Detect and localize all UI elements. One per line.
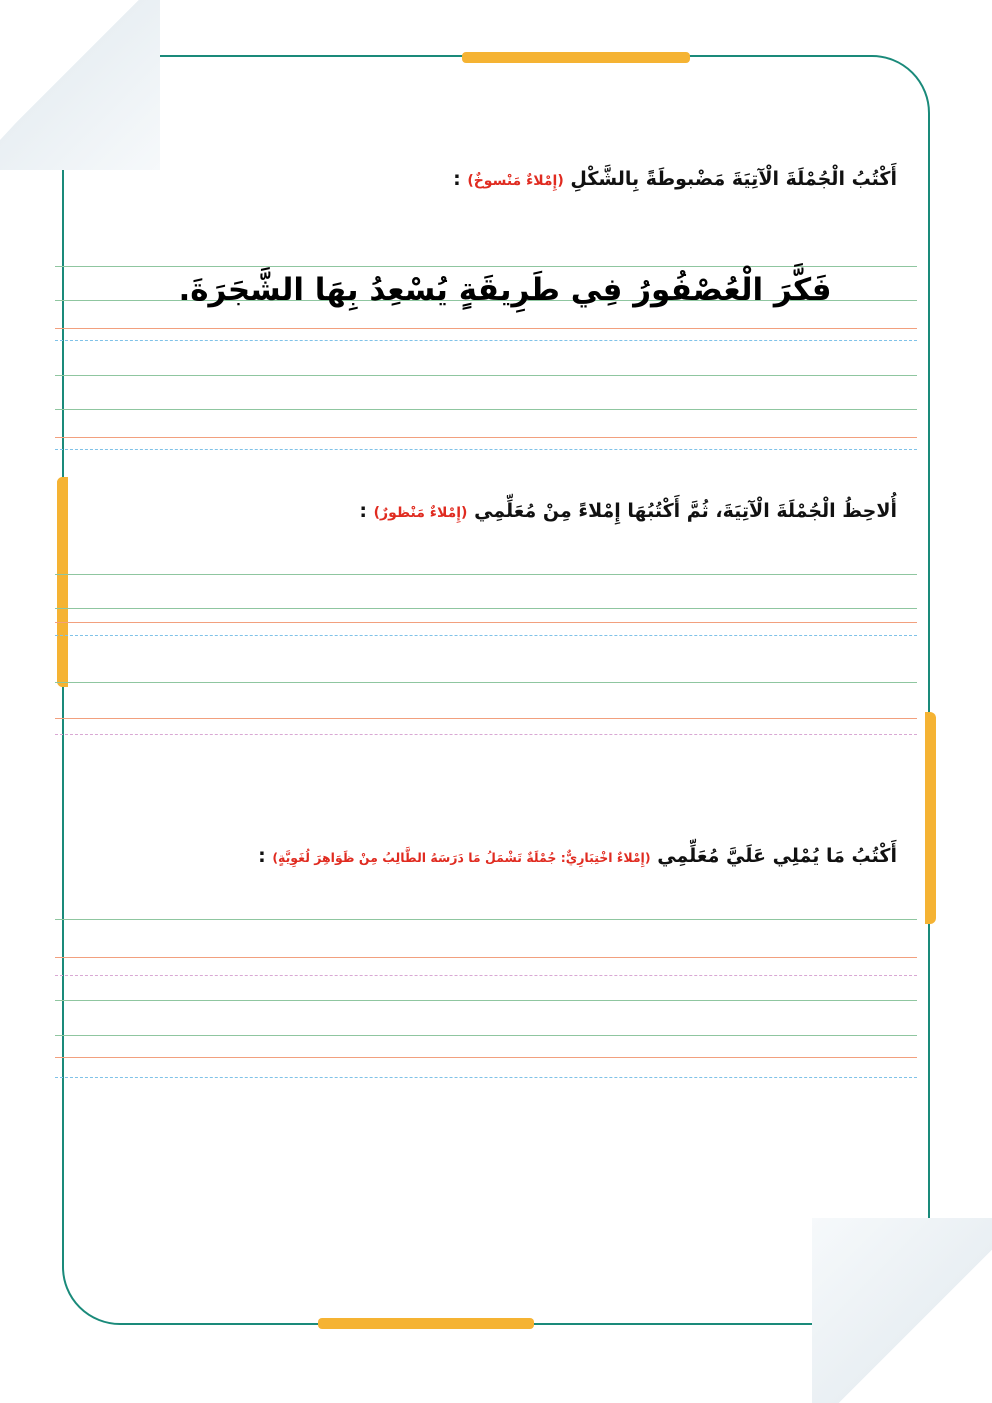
- accent-bar-right: [925, 712, 936, 924]
- rule-line: [55, 340, 917, 341]
- rule-line: [55, 1000, 917, 1001]
- rule-line: [55, 409, 917, 410]
- exercise-2-rules: [55, 560, 917, 750]
- rule-line: [55, 328, 917, 329]
- rule-line: [55, 574, 917, 575]
- rule-line: [55, 957, 917, 958]
- rule-line: [55, 1035, 917, 1036]
- rule-line: [55, 718, 917, 719]
- rule-line: [55, 635, 917, 636]
- exercise-3-hint: (إِمْلاءٌ اخْتِبَارِيٌّ: جُمْلَةٌ تَشْمَلُ مَا دَرَسَهُ الطَّالِبُ مِنْ ظَوَاهِرَ لُغَوِيَّةٍ): [272, 850, 651, 865]
- rule-line: [55, 682, 917, 683]
- rule-line: [55, 608, 917, 609]
- rule-line: [55, 437, 917, 438]
- rule-line: [55, 734, 917, 735]
- exercise-1-model-sentence: فَكَّرَ الْعُصْفُورُ فِي طَرِيقَةٍ يُسْعِدُ بِهَا الشَّجَرَةَ.: [178, 272, 832, 308]
- rule-line: [55, 1077, 917, 1078]
- rule-line: [55, 266, 917, 267]
- exercise-2-instruction: [359, 500, 897, 522]
- exercise-1-instruction: [453, 168, 897, 190]
- rule-line: [55, 622, 917, 623]
- exercise-1-colon: :: [453, 168, 461, 190]
- rule-line: [55, 919, 917, 920]
- exercise-3-colon: :: [258, 845, 266, 867]
- exercise-3-rules: [55, 905, 917, 1095]
- rule-line: [55, 1057, 917, 1058]
- rule-line: [55, 975, 917, 976]
- exercise-1-hint: (إِمْلاءٌ مَنْسوخٌ): [467, 173, 564, 189]
- exercise-2-instruction-text: أُلاحِظُ الْجُمْلَةَ الْآتِيَةَ، ثُمَّ أَكْتُبُهَا إِمْلاءً مِنْ مُعَلِّمِي: [474, 500, 897, 522]
- exercise-2-colon: :: [359, 500, 368, 522]
- exercise-3-instruction-text: أَكْتُبُ مَا يُمْلِي عَلَيَّ مُعَلِّمِي: [657, 845, 897, 867]
- exercise-1-instruction-text: أَكْتُبُ الْجُمْلَةَ الْآتِيَةَ مَضْبوطَةً بِالشَّكْلِ: [570, 168, 897, 190]
- rule-line: [55, 449, 917, 450]
- rule-line: [55, 375, 917, 376]
- exercise-3-instruction: [258, 845, 897, 867]
- exercise-2-hint: (إِمْلاءٌ مَنْظورٌ): [373, 505, 468, 521]
- worksheet-content: [95, 0, 905, 1403]
